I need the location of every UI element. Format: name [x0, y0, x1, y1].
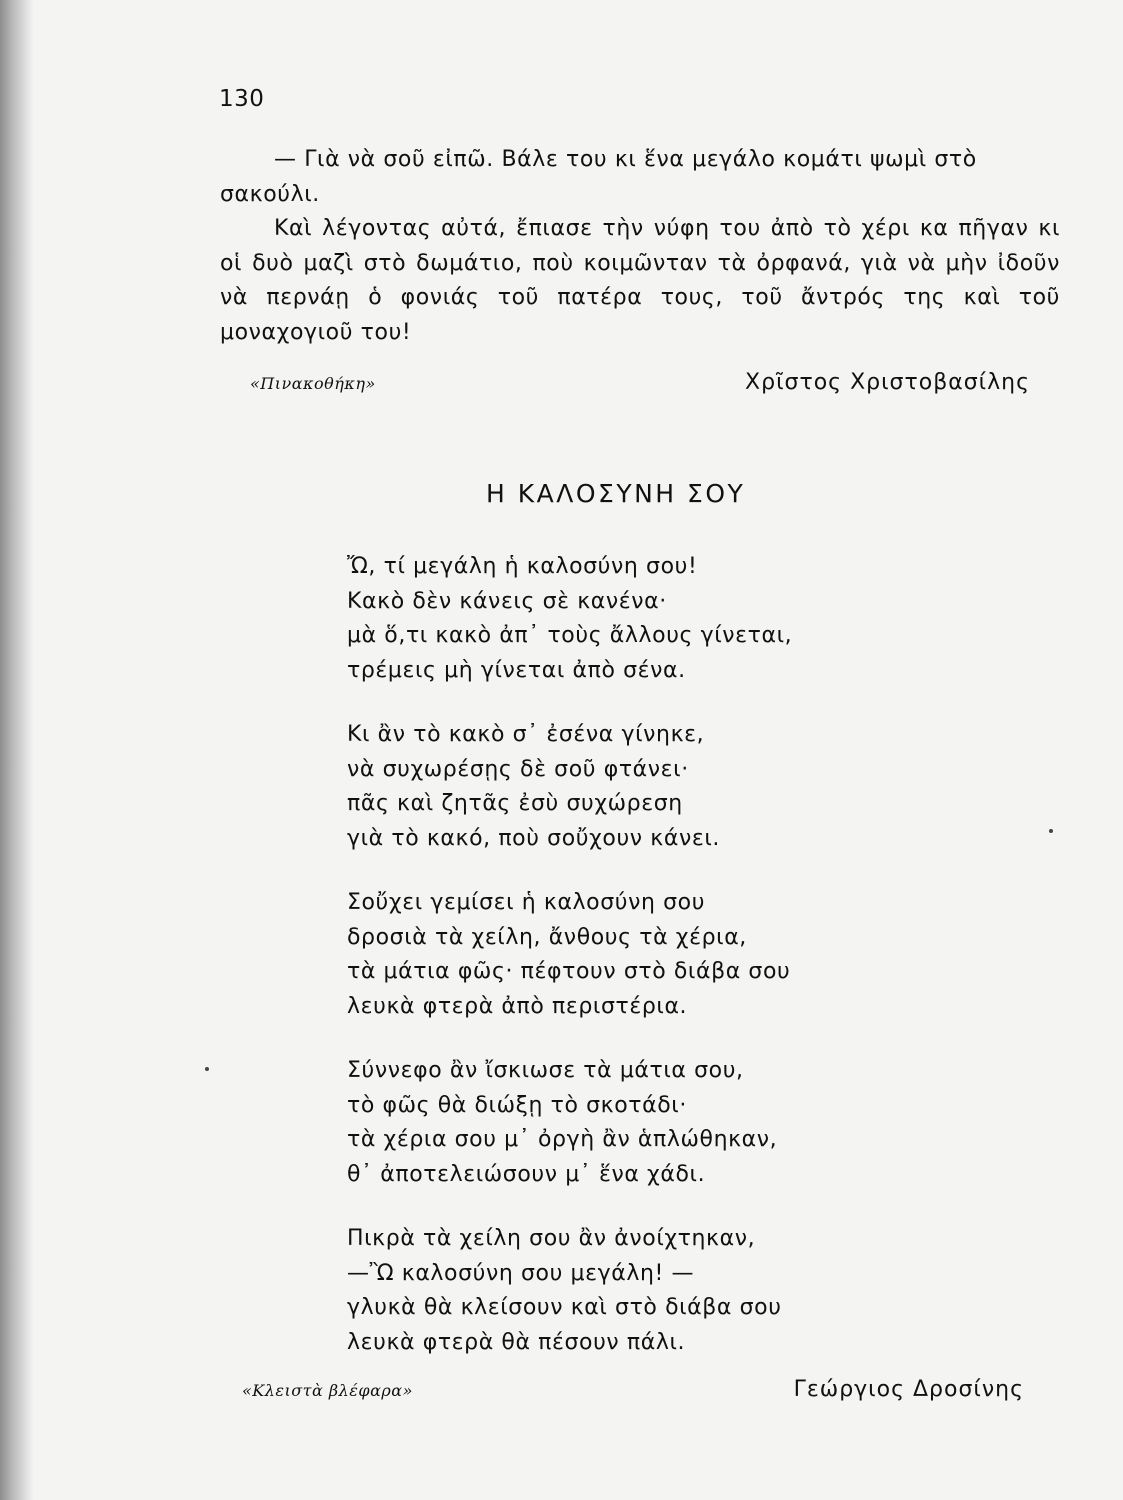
poem-line: θ᾿ ἀποτελειώσουν μ᾿ ἕνα χάδι. — [347, 1161, 706, 1187]
poem-line: γιὰ τὸ κακό, ποὺ σοὔχουν κάνει. — [347, 825, 720, 851]
poem-line: μὰ ὅ,τι κακὸ ἀπ᾿ τοὺς ἄλλους γίνεται, — [347, 623, 793, 648]
poem-line: τρέμεις μὴ γίνεται ἀπὸ σένα. — [347, 657, 686, 683]
poem-line: Κι ἂν τὸ κακὸ σ᾿ ἐσένα γίνηκε, — [347, 722, 705, 747]
prose-author: Χρῖστος Χριστοβασίλης — [745, 370, 1030, 395]
poem-line: δροσιὰ τὰ χείλη, ἄνθους τὰ χέρια, — [347, 924, 747, 950]
poem-line: Πικρὰ τὰ χείλη σου ἂν ἀνοίχτηκαν, — [347, 1226, 756, 1251]
prose-paragraph: — Γιὰ νὰ σοῦ εἰπῶ. Βάλε του κι ἕνα μεγάλο κομάτι ψωμὶ στὸ σακούλι. — [220, 147, 977, 207]
poem-line: Σύννεφο ἂν ἴσκιωσε τὰ μάτια σου, — [347, 1058, 744, 1083]
poem-line: λευκὰ φτερὰ ἀπὸ περιστέρια. — [347, 993, 688, 1019]
prose-paragraph: Καὶ λέγοντας αὐτά, ἔπιασε τὴν νύφη του ἀπὸ τὸ χέρι κα πῆγαν κι οἱ δυὸ μαζὶ στὸ δωμάτιο, ποὺ κοιμῶνταν τὰ ὀρφανά, γιὰ νὰ μὴν ἰδοῦν νὰ περνάῃ ὁ φονιάς τοῦ πατέρα τους, τοῦ ἄντρός της καὶ τοῦ μοναχογιοῦ του! — [220, 216, 1060, 345]
poem-stanza — [347, 718, 987, 856]
poem-body — [347, 550, 987, 1390]
paper-speck — [1049, 829, 1053, 833]
poem-stanza — [347, 1222, 987, 1360]
poem-title: Η ΚΑΛΟΣΥΝΗ ΣΟΥ — [486, 479, 746, 508]
poem-author: Γεώργιος Δροσίνης — [793, 1377, 1024, 1402]
poem-line: τὰ μάτια φῶς· πέφτουν στὸ διάβα σου — [347, 959, 791, 984]
prose-signature — [250, 370, 1030, 402]
poem-line: Ὤ, τί μεγάλη ἡ καλοσύνη σου! — [347, 554, 698, 579]
poem-line: πᾶς καὶ ζητᾶς ἐσὺ συχώρεση — [347, 791, 683, 816]
paper-speck — [205, 1067, 209, 1071]
poem-signature — [242, 1377, 1024, 1411]
poem-line: Σοὔχει γεμίσει ἡ καλοσύνη σου — [347, 890, 706, 915]
prose-source: «Πινακοθήκη» — [250, 374, 376, 393]
poem-line: Κακὸ δὲν κάνεις σὲ κανένα· — [347, 588, 667, 614]
poem-source: «Κλειστὰ βλέφαρα» — [242, 1381, 413, 1400]
poem-stanza — [347, 550, 987, 688]
prose-excerpt — [220, 143, 1060, 350]
page-number: 130 — [219, 86, 265, 112]
poem-line: τὰ χέρια σου μ᾿ ὀργὴ ἂν ἁπλώθηκαν, — [347, 1127, 778, 1152]
page-binding-shadow — [0, 0, 34, 1500]
poem-line: τὸ φῶς θὰ διώξῃ τὸ σκοτάδι· — [347, 1092, 687, 1118]
poem-line: λευκὰ φτερὰ θὰ πέσουν πάλι. — [347, 1329, 686, 1355]
poem-line: γλυκὰ θὰ κλείσουν καὶ στὸ διάβα σου — [347, 1295, 782, 1320]
poem-line: νὰ συχωρέσῃς δὲ σοῦ φτάνει· — [347, 756, 689, 782]
poem-stanza — [347, 1054, 987, 1192]
poem-stanza — [347, 886, 987, 1024]
poem-line: —Ὢ καλοσύνη σου μεγάλη! — — [347, 1260, 695, 1286]
